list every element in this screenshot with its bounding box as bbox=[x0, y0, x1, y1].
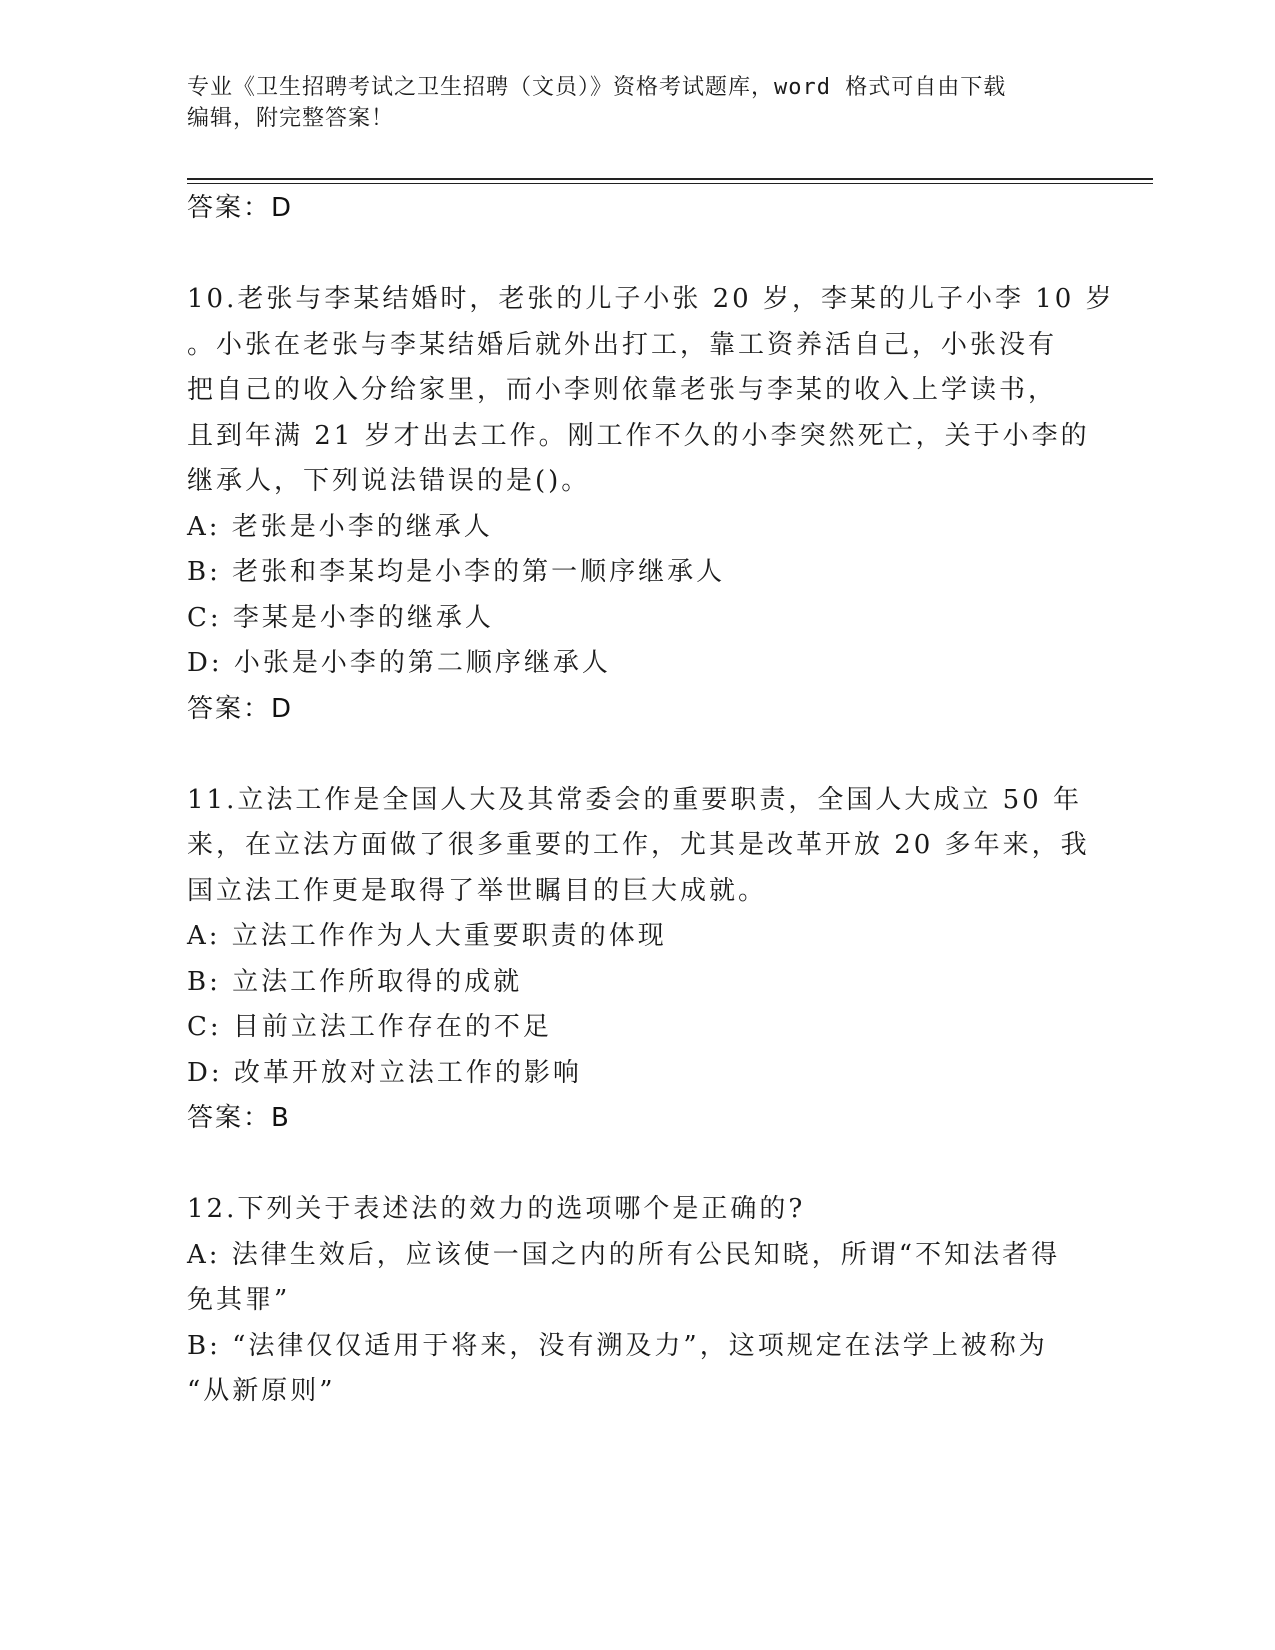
answer-q11: 答案：B bbox=[187, 1103, 291, 1133]
header-divider-thin bbox=[187, 183, 1153, 184]
spacer bbox=[187, 732, 1087, 778]
option-b: B: 老张和李某均是小李的第一顺序继承人 bbox=[187, 557, 726, 587]
option-c: C: 李某是小李的继承人 bbox=[187, 602, 494, 633]
question-stem-line: 把自己的收入分给家里，而小李则依靠老张与李某的收入上学读书， bbox=[187, 375, 1058, 405]
option-a: A: 立法工作作为人大重要职责的体现 bbox=[187, 921, 667, 951]
option-d: D: 小张是小李的第二顺序继承人 bbox=[187, 648, 611, 678]
option-a: A: 法律生效后，应该使一国之内的所有公民知晓，所谓“不知法者得 bbox=[187, 1239, 1061, 1270]
question-stem-line: 。小张在老张与李某结婚后就外出打工，靠工资养活自己，小张没有 bbox=[187, 329, 1058, 360]
spacer bbox=[187, 232, 1087, 278]
question-stem-line: 12.下列关于表述法的效力的选项哪个是正确的? bbox=[187, 1194, 806, 1224]
question-stem-line: 国立法工作更是取得了举世瞩目的巨大成就。 bbox=[187, 875, 768, 906]
option-b: B: “法律仅仅适用于将来，没有溯及力”，这项规定在法学上被称为 bbox=[187, 1330, 1048, 1361]
question-content bbox=[187, 186, 1115, 1415]
option-c: C: 目前立法工作存在的不足 bbox=[187, 1012, 552, 1042]
document-header bbox=[187, 72, 1087, 134]
question-stem-line: 10.老张与李某结婚时，老张的儿子小张 20 岁，李某的儿子小李 10 岁 bbox=[187, 284, 1115, 314]
question-12 bbox=[187, 1187, 1087, 1415]
option-a-continued: 免其罪” bbox=[187, 1285, 291, 1315]
answer-q10: 答案：D bbox=[187, 693, 294, 724]
spacer bbox=[187, 1142, 1087, 1188]
option-b: B: 立法工作所取得的成就 bbox=[187, 966, 523, 997]
option-b-continued: “从新原则” bbox=[187, 1376, 336, 1406]
header-divider-thick bbox=[187, 178, 1153, 180]
answer-q9: 答案：D bbox=[187, 193, 294, 223]
option-d: D: 改革开放对立法工作的影响 bbox=[187, 1057, 582, 1088]
option-a: A: 老张是小李的继承人 bbox=[187, 511, 493, 542]
question-stem-line: 继承人，下列说法错误的是()。 bbox=[187, 466, 591, 496]
question-stem-line: 11.立法工作是全国人大及其常委会的重要职责，全国人大成立 50 年 bbox=[187, 784, 1082, 815]
header-line-2: 编辑，附完整答案！ bbox=[187, 106, 395, 131]
header-line-1: 专业《卫生招聘考试之卫生招聘（文员）》资格考试题库，word 格式可自由下载 bbox=[187, 75, 1007, 100]
question-stem-line: 且到年满 21 岁才出去工作。刚工作不久的小李突然死亡，关于小李的 bbox=[187, 420, 1090, 451]
question-10 bbox=[187, 277, 1115, 732]
question-11 bbox=[187, 778, 1090, 1142]
question-stem-line: 来，在立法方面做了很多重要的工作，尤其是改革开放 20 多年来，我 bbox=[187, 830, 1090, 860]
